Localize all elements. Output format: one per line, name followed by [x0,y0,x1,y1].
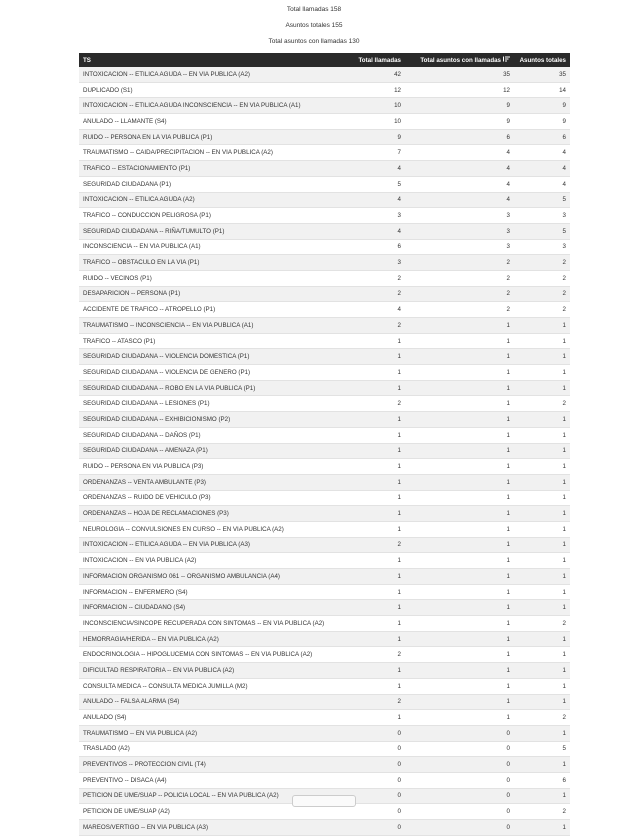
cell-total-llamadas: 2 [351,647,405,663]
table-row [79,710,570,726]
table-row [79,506,570,522]
cell-asuntos-totales: 1 [514,584,570,600]
cell-ts: TRAFICO -- OBSTACULO EN LA VIA (P1) [79,255,351,271]
cell-total-asuntos-con-llamadas: 1 [405,380,514,396]
cell-total-llamadas: 2 [351,286,405,302]
cell-total-llamadas: 6 [351,239,405,255]
cell-asuntos-totales: 2 [514,255,570,271]
cell-ts: SEGURIDAD CIUDADANA -- LESIONES (P1) [79,396,351,412]
cell-asuntos-totales: 1 [514,365,570,381]
cell-asuntos-totales: 1 [514,678,570,694]
cell-total-llamadas: 1 [351,663,405,679]
cell-ts: CONSULTA MEDICA -- CONSULTA MEDICA JUMILLA (M2) [79,678,351,694]
cell-total-asuntos-con-llamadas: 1 [405,710,514,726]
cell-ts: INFORMACION -- CIUDADANO (S4) [79,600,351,616]
table-row [79,553,570,569]
cell-total-asuntos-con-llamadas: 1 [405,459,514,475]
cell-total-llamadas: 1 [351,380,405,396]
cell-ts: RUIDO -- PERSONA EN LA VIA PUBLICA (P1) [79,129,351,145]
table-row [79,380,570,396]
cell-total-asuntos-con-llamadas: 1 [405,521,514,537]
cell-total-llamadas: 1 [351,710,405,726]
cell-asuntos-totales: 9 [514,114,570,130]
cell-total-asuntos-con-llamadas: 4 [405,176,514,192]
cell-ts: ANULADO (S4) [79,710,351,726]
cell-asuntos-totales: 1 [514,600,570,616]
table-row [79,98,570,114]
cell-asuntos-totales: 1 [514,521,570,537]
cell-total-llamadas: 1 [351,365,405,381]
column-header-asuntos-totales[interactable]: Asuntos totales [514,53,570,67]
table-row [79,443,570,459]
cell-total-asuntos-con-llamadas: 1 [405,474,514,490]
cell-total-llamadas: 1 [351,349,405,365]
cell-ts: ORDENANZAS -- HOJA DE RECLAMACIONES (P3) [79,506,351,522]
cell-total-asuntos-con-llamadas: 1 [405,365,514,381]
cell-total-asuntos-con-llamadas: 3 [405,223,514,239]
cell-total-asuntos-con-llamadas: 1 [405,490,514,506]
cell-ts: TRAUMATISMO -- INCONSCIENCIA -- EN VIA PUBLICA (A1) [79,318,351,334]
cell-asuntos-totales: 2 [514,396,570,412]
cell-total-asuntos-con-llamadas: 1 [405,569,514,585]
cell-ts: SEGURIDAD CIUDADANA -- AMENAZA (P1) [79,443,351,459]
cell-ts: TRASLADO (A2) [79,741,351,757]
cell-total-llamadas: 1 [351,412,405,428]
cell-ts: INTOXICACION -- ETILICA AGUDA -- EN VIA PUBLICA (A2) [79,67,351,82]
cell-total-asuntos-con-llamadas: 4 [405,161,514,177]
table-row [79,396,570,412]
results-table-container [79,53,570,836]
cell-total-llamadas: 3 [351,208,405,224]
cell-total-llamadas: 2 [351,396,405,412]
cell-total-llamadas: 1 [351,600,405,616]
cell-ts: INTOXICACION -- ETILICA AGUDA (A2) [79,192,351,208]
table-row [79,741,570,757]
cell-total-asuntos-con-llamadas: 12 [405,82,514,98]
cell-asuntos-totales: 1 [514,427,570,443]
table-row [79,584,570,600]
cell-total-llamadas: 4 [351,223,405,239]
sort-desc-icon[interactable] [503,56,510,64]
cell-ts: TRAFICO -- ATASCO (P1) [79,333,351,349]
cell-asuntos-totales: 1 [514,380,570,396]
cell-total-asuntos-con-llamadas: 0 [405,804,514,820]
cell-asuntos-totales: 6 [514,772,570,788]
cell-ts: RUIDO -- PERSONA EN VIA PUBLICA (P3) [79,459,351,475]
cell-total-asuntos-con-llamadas: 1 [405,616,514,632]
cell-total-llamadas: 0 [351,741,405,757]
cell-total-asuntos-con-llamadas: 3 [405,208,514,224]
cell-ts: PETICION DE UME/SUAP -- POLICIA LOCAL -- EN VIA PUBLICA (A2) [79,788,351,804]
cell-total-asuntos-con-llamadas: 0 [405,741,514,757]
cell-ts: SEGURIDAD CIUDADANA -- EXHIBICIONISMO (P2) [79,412,351,428]
cell-total-asuntos-con-llamadas: 1 [405,584,514,600]
cell-asuntos-totales: 1 [514,788,570,804]
cell-total-llamadas: 5 [351,176,405,192]
table-row [79,757,570,773]
cell-ts: HEMORRAGIA/HERIDA -- EN VIA PUBLICA (A2) [79,631,351,647]
table-row [79,145,570,161]
cell-ts: INTOXICACION -- EN VIA PUBLICA (A2) [79,553,351,569]
cell-total-asuntos-con-llamadas: 1 [405,349,514,365]
cell-total-llamadas: 4 [351,302,405,318]
cell-ts: INFORMACION ORGANISMO 061 -- ORGANISMO AMBULANCIA (A4) [79,569,351,585]
table-row [79,176,570,192]
cell-total-asuntos-con-llamadas: 1 [405,663,514,679]
cell-asuntos-totales: 2 [514,616,570,632]
cell-asuntos-totales: 1 [514,553,570,569]
cell-ts: SEGURIDAD CIUDADANA -- ROBO EN LA VIA PUBLICA (P1) [79,380,351,396]
cell-total-llamadas: 2 [351,537,405,553]
cell-asuntos-totales: 2 [514,710,570,726]
table-row [79,129,570,145]
cell-total-llamadas: 1 [351,459,405,475]
table-row [79,192,570,208]
cell-total-llamadas: 3 [351,255,405,271]
table-row [79,223,570,239]
cell-total-asuntos-con-llamadas: 1 [405,318,514,334]
cell-total-asuntos-con-llamadas: 1 [405,396,514,412]
cell-asuntos-totales: 3 [514,239,570,255]
cell-total-llamadas: 1 [351,427,405,443]
table-row [79,459,570,475]
cell-ts: SEGURIDAD CIUDADANA -- DAÑOS (P1) [79,427,351,443]
table-row [79,569,570,585]
cell-total-asuntos-con-llamadas: 1 [405,443,514,459]
cell-total-asuntos-con-llamadas: 2 [405,255,514,271]
cell-total-llamadas: 1 [351,443,405,459]
cell-total-llamadas: 0 [351,772,405,788]
column-header-total-asuntos-con-llamadas[interactable] [405,53,514,67]
cell-total-llamadas: 0 [351,757,405,773]
cell-asuntos-totales: 2 [514,804,570,820]
cell-ts: ORDENANZAS -- VENTA AMBULANTE (P3) [79,474,351,490]
table-row [79,318,570,334]
cell-total-llamadas: 0 [351,820,405,836]
cell-total-llamadas: 10 [351,114,405,130]
cell-asuntos-totales: 4 [514,161,570,177]
cell-asuntos-totales: 4 [514,145,570,161]
cell-ts: ORDENANZAS -- RUIDO DE VEHICULO (P3) [79,490,351,506]
cell-total-llamadas: 2 [351,270,405,286]
cell-asuntos-totales: 1 [514,443,570,459]
cell-total-asuntos-con-llamadas: 0 [405,725,514,741]
cell-total-llamadas: 4 [351,192,405,208]
cell-total-asuntos-con-llamadas: 2 [405,270,514,286]
cell-asuntos-totales: 1 [514,537,570,553]
table-row [79,474,570,490]
cell-total-llamadas: 7 [351,145,405,161]
cell-total-llamadas: 1 [351,616,405,632]
table-row [79,302,570,318]
table-row [79,270,570,286]
table-header-row [79,53,570,67]
cell-total-llamadas: 0 [351,804,405,820]
cell-total-llamadas: 1 [351,333,405,349]
cell-ts: TRAUMATISMO -- CAIDA/PRECIPITACION -- EN VIA PUBLICA (A2) [79,145,351,161]
cell-ts: PREVENTIVOS -- PROTECCION CIVIL (T4) [79,757,351,773]
table-row [79,820,570,836]
cell-total-llamadas: 1 [351,631,405,647]
table-row [79,631,570,647]
cell-total-asuntos-con-llamadas: 9 [405,114,514,130]
cell-asuntos-totales: 1 [514,663,570,679]
cell-asuntos-totales: 5 [514,741,570,757]
cell-asuntos-totales: 6 [514,129,570,145]
cell-asuntos-totales: 4 [514,176,570,192]
cell-total-asuntos-con-llamadas: 1 [405,631,514,647]
cell-ts: MAREOS/VERTIGO -- EN VIA PUBLICA (A3) [79,820,351,836]
cell-ts: SEGURIDAD CIUDADANA -- RIÑA/TUMULTO (P1) [79,223,351,239]
cell-ts: PREVENTIVO -- DISACA (A4) [79,772,351,788]
table-body [79,67,570,835]
table-row [79,521,570,537]
cell-total-asuntos-con-llamadas: 1 [405,553,514,569]
cell-total-asuntos-con-llamadas: 1 [405,412,514,428]
table-row [79,82,570,98]
cell-total-llamadas: 0 [351,725,405,741]
cell-total-asuntos-con-llamadas: 1 [405,678,514,694]
table-row [79,663,570,679]
cell-asuntos-totales: 1 [514,757,570,773]
table-row [79,161,570,177]
table-row [79,647,570,663]
asuntos-totales-text: Asuntos totales 155 [285,22,343,29]
cell-asuntos-totales: 1 [514,412,570,428]
cell-total-asuntos-con-llamadas: 2 [405,286,514,302]
cell-ts: DESAPARICION -- PERSONA (P1) [79,286,351,302]
table-row [79,616,570,632]
cell-asuntos-totales: 2 [514,270,570,286]
cell-ts: INTOXICACION -- ETILICA AGUDA INCONSCIENCIA -- EN VIA PUBLICA (A1) [79,98,351,114]
cell-ts: DUPLICADO (S1) [79,82,351,98]
table-row [79,255,570,271]
cell-total-llamadas: 1 [351,521,405,537]
cell-asuntos-totales: 1 [514,694,570,710]
cell-total-asuntos-con-llamadas: 2 [405,302,514,318]
cell-ts: TRAFICO -- CONDUCCION PELIGROSA (P1) [79,208,351,224]
table-row [79,678,570,694]
column-header-ts[interactable]: TS [79,53,351,67]
cell-ts: ENDOCRINOLOGIA -- HIPOGLUCEMIA CON SINTOMAS -- EN VIA PUBLICA (A2) [79,647,351,663]
cell-total-asuntos-con-llamadas: 4 [405,145,514,161]
table-row [79,725,570,741]
cell-asuntos-totales: 1 [514,506,570,522]
cell-ts: RUIDO -- VECINOS (P1) [79,270,351,286]
cell-asuntos-totales: 1 [514,820,570,836]
cell-asuntos-totales: 1 [514,459,570,475]
cell-total-llamadas: 2 [351,694,405,710]
cell-total-asuntos-con-llamadas: 6 [405,129,514,145]
cell-asuntos-totales: 1 [514,333,570,349]
cell-asuntos-totales: 5 [514,192,570,208]
cell-total-llamadas: 42 [351,67,405,82]
cell-asuntos-totales: 35 [514,67,570,82]
cell-total-asuntos-con-llamadas: 1 [405,600,514,616]
cell-total-asuntos-con-llamadas: 1 [405,506,514,522]
cell-asuntos-totales: 1 [514,318,570,334]
cell-ts: INCONSCIENCIA -- EN VIA PUBLICA (A1) [79,239,351,255]
table-row [79,67,570,82]
cell-asuntos-totales: 9 [514,98,570,114]
cell-total-asuntos-con-llamadas: 1 [405,647,514,663]
cell-ts: PETICION DE UME/SUAP (A2) [79,804,351,820]
cell-total-llamadas: 10 [351,98,405,114]
cell-ts: NEUROLOGIA -- CONVULSIONES EN CURSO -- EN VIA PUBLICA (A2) [79,521,351,537]
cell-total-asuntos-con-llamadas: 0 [405,772,514,788]
table-row [79,239,570,255]
cell-asuntos-totales: 1 [514,647,570,663]
cell-ts: INFORMACION -- ENFERMERO (S4) [79,584,351,600]
cell-ts: DIFICULTAD RESPIRATORIA -- EN VIA PUBLICA (A2) [79,663,351,679]
cell-total-asuntos-con-llamadas: 0 [405,788,514,804]
cell-ts: ANULADO -- LLAMANTE (S4) [79,114,351,130]
cell-asuntos-totales: 2 [514,302,570,318]
cell-total-asuntos-con-llamadas: 1 [405,694,514,710]
cell-total-llamadas: 1 [351,678,405,694]
table-row [79,286,570,302]
table-row [79,365,570,381]
total-llamadas-text: Total llamadas 158 [286,6,342,13]
cell-asuntos-totales: 1 [514,490,570,506]
cell-total-asuntos-con-llamadas: 0 [405,820,514,836]
cell-ts: TRAFICO -- ESTACIONAMIENTO (P1) [79,161,351,177]
cell-asuntos-totales: 1 [514,349,570,365]
cell-ts: TRAUMATISMO -- EN VIA PUBLICA (A2) [79,725,351,741]
table-row [79,490,570,506]
cell-total-llamadas: 1 [351,506,405,522]
cell-asuntos-totales: 1 [514,631,570,647]
pagination-button[interactable] [292,795,356,807]
table-row [79,537,570,553]
cell-total-llamadas: 1 [351,474,405,490]
table-row [79,333,570,349]
cell-total-llamadas: 1 [351,584,405,600]
cell-total-asuntos-con-llamadas: 1 [405,427,514,443]
cell-ts: ANULADO -- FALSA ALARMA (S4) [79,694,351,710]
cell-total-asuntos-con-llamadas: 0 [405,757,514,773]
cell-total-asuntos-con-llamadas: 3 [405,239,514,255]
summary [0,2,628,50]
cell-total-llamadas: 12 [351,82,405,98]
cell-asuntos-totales: 1 [514,474,570,490]
cell-ts: SEGURIDAD CIUDADANA -- VIOLENCIA DE GENERO (P1) [79,365,351,381]
table-row [79,427,570,443]
table-row [79,772,570,788]
table-row [79,600,570,616]
cell-asuntos-totales: 14 [514,82,570,98]
cell-total-llamadas: 1 [351,490,405,506]
cell-total-asuntos-con-llamadas: 1 [405,333,514,349]
cell-asuntos-totales: 3 [514,208,570,224]
total-asuntos-llamadas-text: Total asuntos con llamadas 130 [268,38,360,45]
cell-total-llamadas: 0 [351,788,405,804]
column-header-label: Total asuntos con llamadas [420,57,501,64]
table-row [79,114,570,130]
column-header-total-llamadas[interactable]: Total llamadas [351,53,405,67]
cell-asuntos-totales: 2 [514,286,570,302]
table-row [79,349,570,365]
cell-ts: SEGURIDAD CIUDADANA -- VIOLENCIA DOMESTICA (P1) [79,349,351,365]
cell-total-llamadas: 1 [351,553,405,569]
cell-total-llamadas: 1 [351,569,405,585]
cell-ts: SEGURIDAD CIUDADANA (P1) [79,176,351,192]
results-table [79,53,570,836]
cell-ts: INTOXICACION -- ETILICA AGUDA -- EN VIA PUBLICA (A3) [79,537,351,553]
cell-asuntos-totales: 1 [514,569,570,585]
table-row [79,412,570,428]
cell-total-llamadas: 4 [351,161,405,177]
cell-asuntos-totales: 5 [514,223,570,239]
cell-asuntos-totales: 1 [514,725,570,741]
cell-total-llamadas: 2 [351,318,405,334]
cell-ts: ACCIDENTE DE TRAFICO -- ATROPELLO (P1) [79,302,351,318]
cell-total-asuntos-con-llamadas: 4 [405,192,514,208]
table-row [79,208,570,224]
cell-total-asuntos-con-llamadas: 9 [405,98,514,114]
cell-total-llamadas: 9 [351,129,405,145]
table-row [79,694,570,710]
cell-ts: INCONSCIENCIA/SINCOPE RECUPERADA CON SINTOMAS -- EN VIA PUBLICA (A2) [79,616,351,632]
cell-total-asuntos-con-llamadas: 1 [405,537,514,553]
cell-total-asuntos-con-llamadas: 35 [405,67,514,82]
